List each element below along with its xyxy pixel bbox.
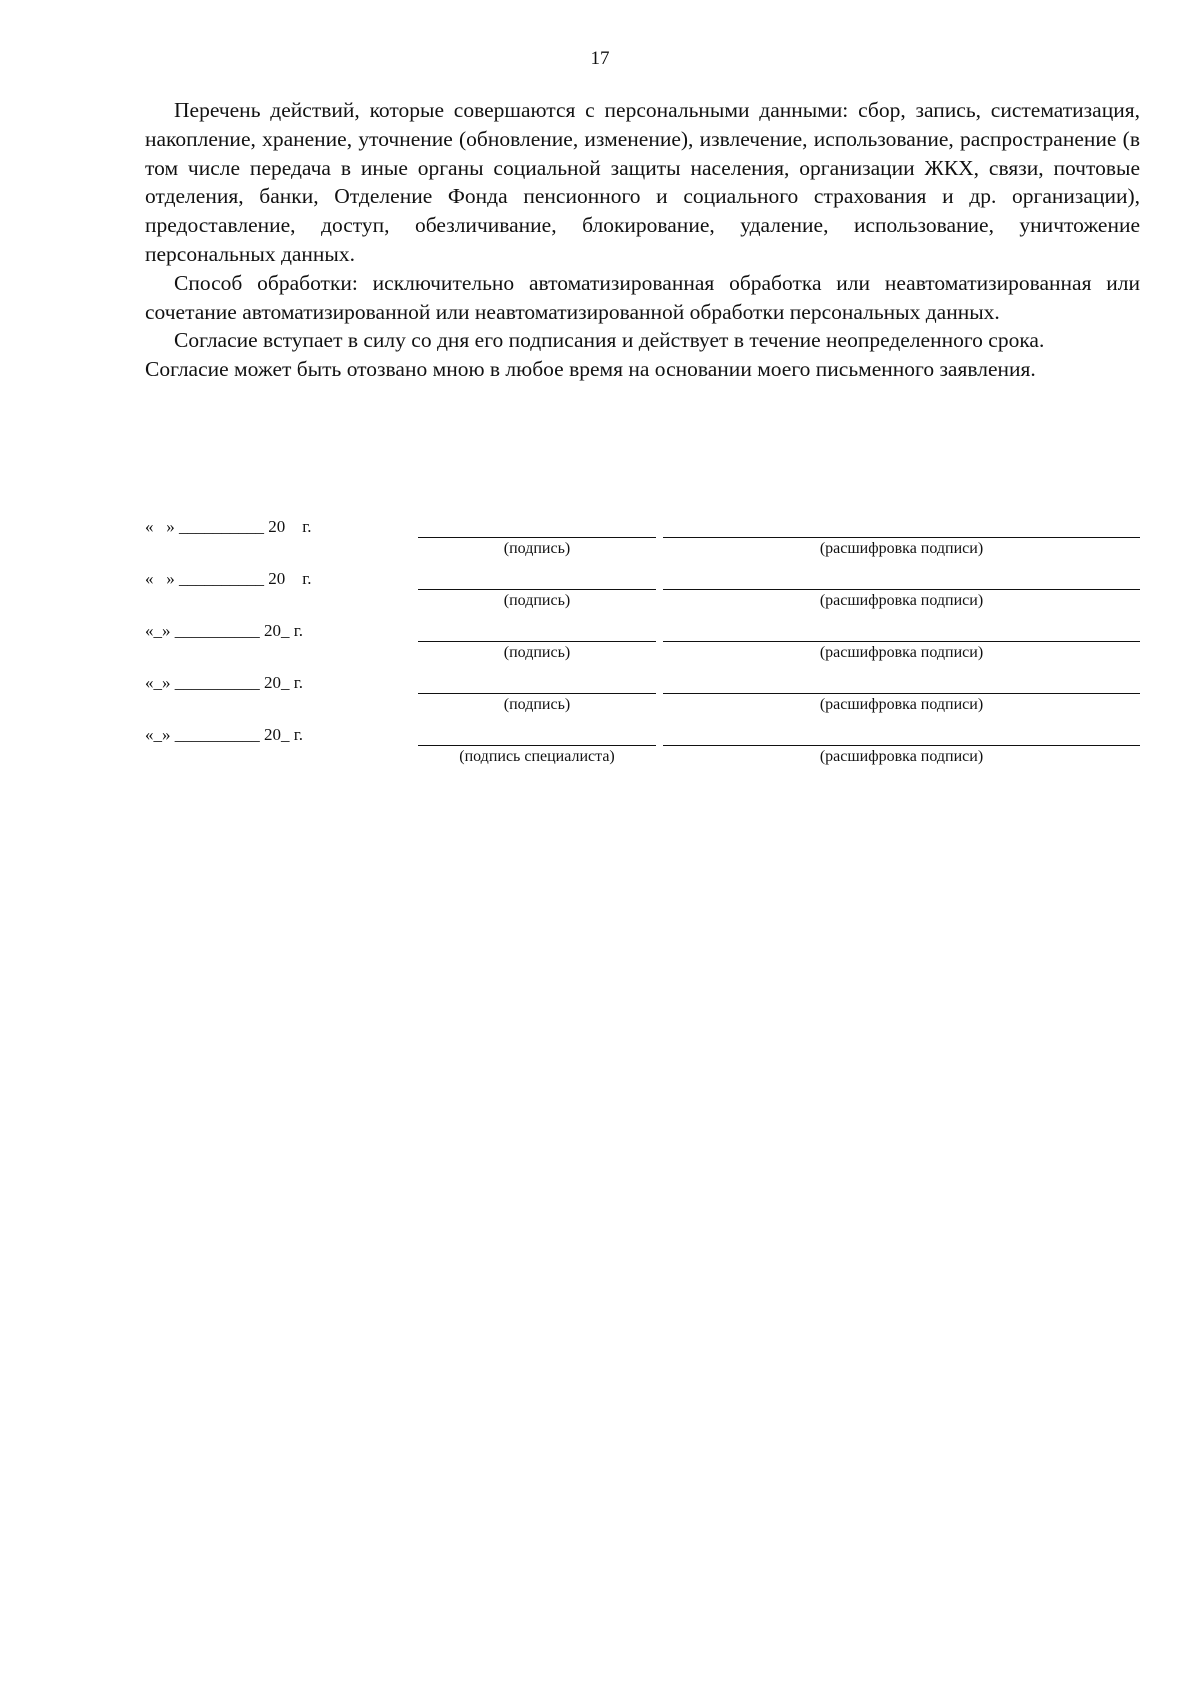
name-decoding-line[interactable] — [663, 693, 1140, 694]
paragraph-consent-validity: Согласие вступает в силу со дня его подписания и действует в течение неопределенного срока. — [174, 328, 1045, 353]
signature-block — [145, 517, 1140, 777]
signature-row — [145, 621, 1140, 673]
date-field[interactable]: «_» __________ 20_ г. — [145, 725, 304, 744]
signature-row — [145, 569, 1140, 621]
signature-row — [145, 517, 1140, 569]
signature-caption: (подпись) — [503, 644, 571, 661]
page-number: 17 — [590, 48, 610, 69]
signature-line[interactable] — [418, 693, 656, 694]
specialist-signature-line[interactable] — [418, 745, 656, 746]
name-decoding-line[interactable] — [663, 537, 1140, 538]
signature-caption: (подпись) — [503, 696, 571, 713]
date-field[interactable]: «_» __________ 20_ г. — [145, 621, 304, 640]
date-field[interactable]: « » __________ 20 г. — [145, 517, 312, 536]
date-field[interactable]: « » __________ 20 г. — [145, 569, 312, 588]
name-decoding-caption: (расшифровка подписи) — [819, 748, 984, 765]
signature-line[interactable] — [418, 641, 656, 642]
name-decoding-caption: (расшифровка подписи) — [819, 592, 984, 609]
name-decoding-line[interactable] — [663, 589, 1140, 590]
paragraph-consent-revocation: Согласие может быть отозвано мною в любое время на основании моего письменного заявления. — [145, 357, 1036, 382]
name-decoding-caption: (расшифровка подписи) — [819, 540, 984, 557]
name-decoding-line[interactable] — [663, 745, 1140, 746]
signature-line[interactable] — [418, 537, 656, 538]
name-decoding-line[interactable] — [663, 641, 1140, 642]
name-decoding-caption: (расшифровка подписи) — [819, 696, 984, 713]
name-decoding-caption: (расшифровка подписи) — [819, 644, 984, 661]
specialist-signature-caption: (подпись специалиста) — [459, 748, 615, 765]
paragraph-processing-method: Способ обработки: исключительно автоматизированная обработка или неавтоматизированная или сочетание автоматизированной или неавтоматизированной обработки персональных данных. — [145, 270, 1140, 324]
date-field[interactable]: «_» __________ 20_ г. — [145, 673, 304, 692]
signature-caption: (подпись) — [503, 540, 571, 557]
signature-row-specialist — [145, 725, 1140, 777]
signature-caption: (подпись) — [503, 592, 571, 609]
signature-row — [145, 673, 1140, 725]
signature-line[interactable] — [418, 589, 656, 590]
paragraph-actions-list: Перечень действий, которые совершаются с персональными данными: сбор, запись, систематизация, накопление, хранение, уточнение (обновление, изменение), извлечение, использование, распространение (в том числе передача в иные органы социальной защиты населения, организации ЖКХ, связи, почтовые отделения, банки, Отделение Фонда пенсионного и социального страхования и др. организации), предоставление, доступ, обезличивание, блокирование, удаление, использование, уничтожение персональных данных. — [145, 98, 1140, 266]
consent-text — [145, 96, 1140, 384]
